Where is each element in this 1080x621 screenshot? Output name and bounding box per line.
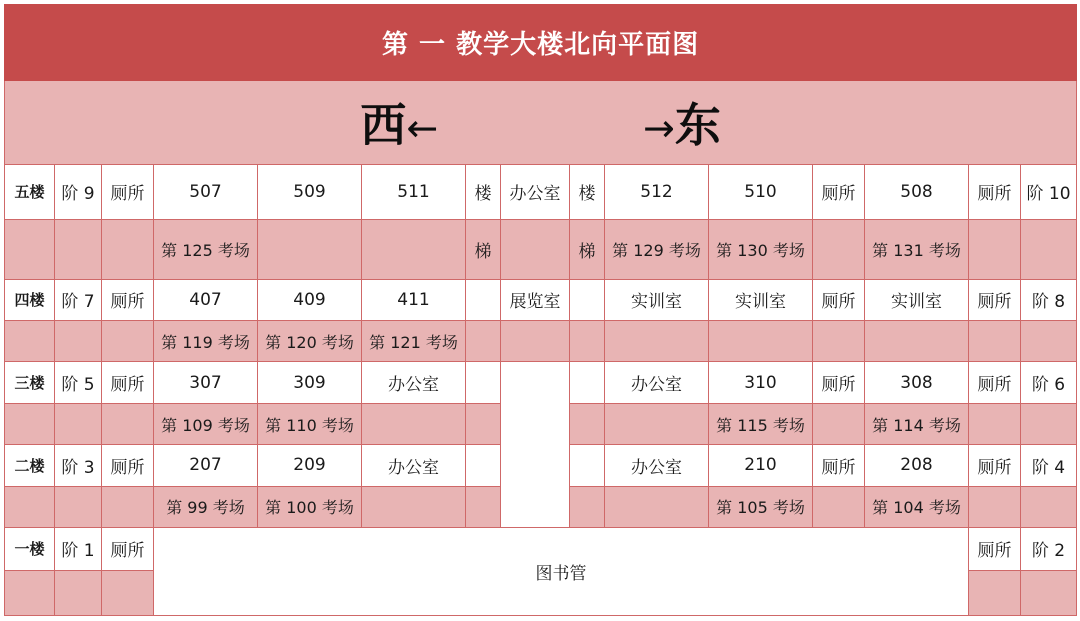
exam-room-label: 第 109 考场 (154, 403, 258, 444)
stair-cell: 阶 3 (55, 445, 102, 486)
stair-cell: 阶 5 (55, 362, 102, 403)
empty-cell (570, 279, 605, 320)
empty-cell (5, 321, 55, 362)
empty-cell (102, 321, 154, 362)
office-cell: 办公室 (362, 445, 466, 486)
toilet-cell: 厕所 (102, 279, 154, 320)
toilet-cell: 厕所 (813, 445, 865, 486)
empty-cell (466, 321, 501, 362)
empty-cell (1021, 403, 1077, 444)
elevator-label: 梯 (570, 220, 605, 280)
empty-cell (570, 486, 605, 527)
room-cell: 407 (154, 279, 258, 320)
room-cell: 508 (865, 164, 969, 220)
room-cell: 210 (709, 445, 813, 486)
empty-cell (1021, 570, 1077, 616)
floor-label: 二楼 (5, 445, 55, 486)
stair-cell: 阶 4 (1021, 445, 1077, 486)
toilet-cell: 厕所 (969, 362, 1021, 403)
direction-banner (5, 80, 1077, 164)
office-cell: 办公室 (605, 445, 709, 486)
empty-cell (102, 403, 154, 444)
office-cell: 办公室 (362, 362, 466, 403)
empty-cell (813, 321, 865, 362)
empty-cell (362, 220, 466, 280)
empty-cell (709, 321, 813, 362)
stair-cell: 阶 1 (55, 528, 102, 570)
library-area: 图书管 (154, 528, 969, 616)
empty-cell (258, 220, 362, 280)
room-cell: 207 (154, 445, 258, 486)
stair-cell: 阶 10 (1021, 164, 1077, 220)
floor-plan-table (4, 4, 1077, 616)
exam-room-label: 第 110 考场 (258, 403, 362, 444)
empty-cell (570, 321, 605, 362)
toilet-cell: 厕所 (969, 164, 1021, 220)
exam-room-label: 第 105 考场 (709, 486, 813, 527)
stair-cell: 阶 9 (55, 164, 102, 220)
floor-label: 三楼 (5, 362, 55, 403)
room-cell: 509 (258, 164, 362, 220)
exam-room-label: 第 104 考场 (865, 486, 969, 527)
training-room-cell: 实训室 (709, 279, 813, 320)
page-title: 第 一 教学大楼北向平面图 (5, 5, 1077, 81)
empty-cell (102, 570, 154, 616)
empty-cell (55, 486, 102, 527)
empty-cell (362, 403, 466, 444)
empty-cell (501, 321, 570, 362)
elevator-label: 楼 (466, 164, 501, 220)
toilet-cell: 厕所 (969, 528, 1021, 570)
office-cell: 办公室 (605, 362, 709, 403)
empty-cell (605, 486, 709, 527)
empty-cell (605, 403, 709, 444)
room-cell: 511 (362, 164, 466, 220)
floor-label: 五楼 (5, 164, 55, 220)
empty-cell (1021, 220, 1077, 280)
training-room-cell: 实训室 (865, 279, 969, 320)
exam-room-label: 第 129 考场 (605, 220, 709, 280)
empty-cell (466, 445, 501, 486)
empty-cell (5, 220, 55, 280)
office-cell: 办公室 (501, 164, 570, 220)
exam-room-label: 第 99 考场 (154, 486, 258, 527)
empty-cell (102, 220, 154, 280)
empty-cell (1021, 486, 1077, 527)
training-room-cell: 实训室 (605, 279, 709, 320)
exam-room-label: 第 115 考场 (709, 403, 813, 444)
empty-cell (570, 403, 605, 444)
empty-cell (466, 279, 501, 320)
empty-cell (466, 486, 501, 527)
toilet-cell: 厕所 (102, 362, 154, 403)
toilet-cell: 厕所 (969, 445, 1021, 486)
empty-cell (605, 321, 709, 362)
empty-cell (55, 321, 102, 362)
empty-cell (813, 403, 865, 444)
exam-room-label: 第 121 考场 (362, 321, 466, 362)
toilet-cell: 厕所 (969, 279, 1021, 320)
floor-label: 一楼 (5, 528, 55, 570)
exam-room-label: 第 100 考场 (258, 486, 362, 527)
exam-room-label: 第 114 考场 (865, 403, 969, 444)
room-cell: 208 (865, 445, 969, 486)
room-cell: 411 (362, 279, 466, 320)
exam-room-label: 第 130 考场 (709, 220, 813, 280)
toilet-cell: 厕所 (102, 164, 154, 220)
east-label: 东 (674, 98, 721, 153)
exam-room-label: 第 131 考场 (865, 220, 969, 280)
empty-cell (5, 570, 55, 616)
empty-cell (969, 570, 1021, 616)
empty-cell (55, 403, 102, 444)
left-arrow-icon: ← (406, 106, 439, 151)
stair-cell: 阶 6 (1021, 362, 1077, 403)
room-cell: 507 (154, 164, 258, 220)
elevator-label: 楼 (570, 164, 605, 220)
empty-cell (570, 362, 605, 403)
room-cell: 209 (258, 445, 362, 486)
empty-cell (501, 220, 570, 280)
empty-cell (55, 570, 102, 616)
exam-room-label: 第 125 考场 (154, 220, 258, 280)
empty-cell (466, 362, 501, 403)
empty-cell (1021, 321, 1077, 362)
atrium-void (501, 362, 570, 528)
west-label: 西 (360, 98, 407, 153)
room-cell: 307 (154, 362, 258, 403)
empty-cell (466, 403, 501, 444)
empty-cell (570, 445, 605, 486)
exam-room-label: 第 119 考场 (154, 321, 258, 362)
room-cell: 510 (709, 164, 813, 220)
empty-cell (969, 220, 1021, 280)
stair-cell: 阶 7 (55, 279, 102, 320)
elevator-label: 梯 (466, 220, 501, 280)
room-cell: 309 (258, 362, 362, 403)
exhibition-cell: 展览室 (501, 279, 570, 320)
empty-cell (362, 486, 466, 527)
stair-cell: 阶 2 (1021, 528, 1077, 570)
empty-cell (102, 486, 154, 527)
toilet-cell: 厕所 (813, 362, 865, 403)
empty-cell (813, 220, 865, 280)
room-cell: 310 (709, 362, 813, 403)
toilet-cell: 厕所 (102, 528, 154, 570)
empty-cell (969, 486, 1021, 527)
empty-cell (55, 220, 102, 280)
room-cell: 409 (258, 279, 362, 320)
empty-cell (5, 403, 55, 444)
toilet-cell: 厕所 (813, 279, 865, 320)
toilet-cell: 厕所 (102, 445, 154, 486)
room-cell: 308 (865, 362, 969, 403)
empty-cell (865, 321, 969, 362)
empty-cell (5, 486, 55, 527)
toilet-cell: 厕所 (813, 164, 865, 220)
exam-room-label: 第 120 考场 (258, 321, 362, 362)
right-arrow-icon: → (643, 106, 675, 151)
room-cell: 512 (605, 164, 709, 220)
empty-cell (969, 321, 1021, 362)
stair-cell: 阶 8 (1021, 279, 1077, 320)
empty-cell (813, 486, 865, 527)
floor-label: 四楼 (5, 279, 55, 320)
empty-cell (969, 403, 1021, 444)
